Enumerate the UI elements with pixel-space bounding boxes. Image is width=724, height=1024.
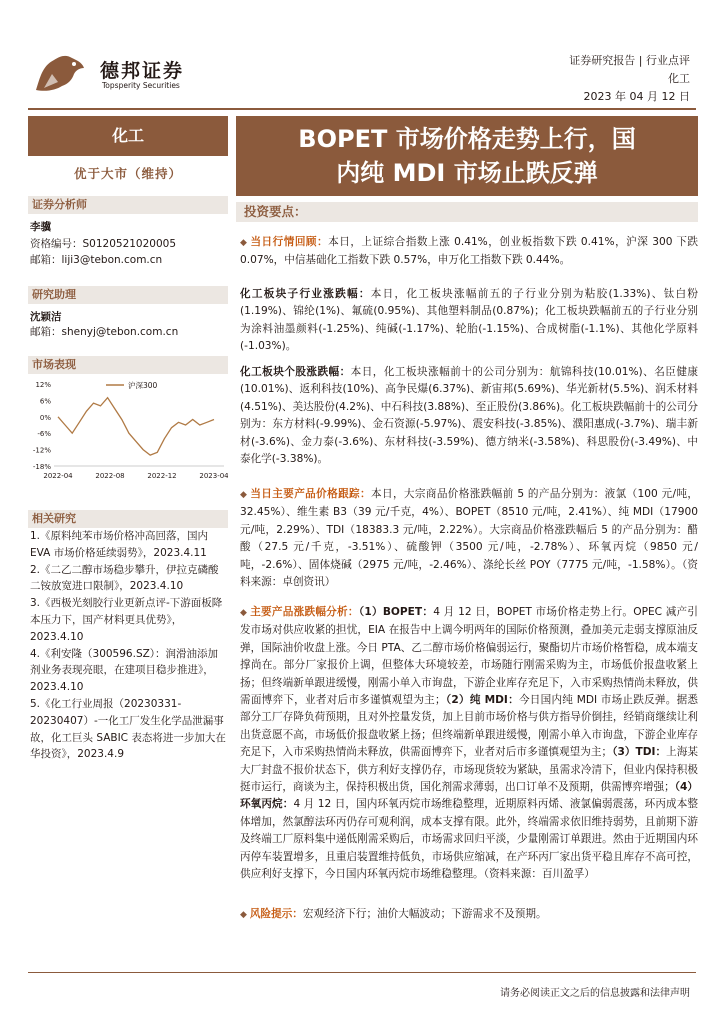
price-analysis xyxy=(240,604,698,884)
x-tick-label: 2022-12 xyxy=(147,472,177,480)
title-line-1: BOPET 市场价格走势上行，国 xyxy=(298,125,636,153)
header-divider xyxy=(28,108,696,110)
risk-warning xyxy=(240,906,698,924)
footer-divider xyxy=(28,972,696,973)
y-tick-label: -12% xyxy=(32,446,51,455)
related-item[interactable]: 4.《利安隆（300596.SZ）：润滑油添加剂业务表现亮眼，在建项目稳步推进》，2023.4.10 xyxy=(30,647,219,694)
para-text: 4 月 12 日，BOPET 市场价格走势上行。OPEC 减产引发市场对供应收紧的担忧，EIA 在报告中上调今明两年的国际价格预测，叠加美元走弱支撑原油反弹，国际油价收盘上涨。今日 PTA、乙二醇市场价格偏弱运行，聚酯切片市场价格暂稳，成本端支撑尚在。部分厂家报价上调，但整体大环境较差，市场随行刚需采购为主，市场低价报盘收紧上扬；但终端新单跟进缓慢，刚需小单入市询盘，下游企业库存充足下，入市采购热情尚未释放，供需面博弈下，业者对后市多谨慎观望为主； xyxy=(240,606,698,707)
bullet-icon: ◆ xyxy=(240,910,247,920)
assistant-heading: 研究助理 xyxy=(28,286,228,304)
para-text: 本日，化工板块涨幅前五的子行业分别为粘胶(1.33%)、钛白粉(1.19%)、锦纶(1%)、氟硫(0.95%)、其他塑料制品(0.87%)；化工板块跌幅前五的子行业分别为涂料油墨颜料(-1.25%)、纯碱(-1.17%)、轮胎(-1.15%)、合成树脂(-1.1%)、其他化学原料(-1.03%)。 xyxy=(240,288,699,353)
price-tracking xyxy=(240,486,698,591)
para-text: 今日国内纯 MDI 市场止跌反弹。据悉部分工厂存降负荷预期，且对外控量发货，加上目前市场价格与供方指导价倒挂，经销商继续让利出货意愿不高，市场低价报盘收紧上扬；但终端新单跟进缓慢，刚需小单入市询盘，下游企业库存充足下，入市采购热情尚未释放，供需面博弈下，业者对后市多谨慎观望为主； xyxy=(240,694,699,759)
market-heading: 市场表现 xyxy=(28,356,228,374)
related-item[interactable]: 2.《二乙二醇市场稳步攀升，伊拉克磷酸二铵放宽进口限制》，2023.4.10 xyxy=(30,563,219,593)
y-tick-label: 12% xyxy=(35,381,51,389)
report-date: 2023 年 04 月 12 日 xyxy=(583,90,690,103)
stock-moves xyxy=(240,364,698,468)
analyst-email[interactable]: 邮箱：liji3@tebon.com.cn xyxy=(30,254,163,266)
footer-disclaimer: 请务必阅读正文之后的信息披露和法律声明 xyxy=(500,988,690,999)
para-label: 主要产品涨跌幅分析： xyxy=(250,606,359,618)
market-chart-svg xyxy=(28,376,228,486)
y-tick-label: -18% xyxy=(32,463,51,471)
related-item[interactable]: 1.《原料纯苯市场价格冲高回落，国内 EVA 市场价格延续弱势》，2023.4.11 xyxy=(30,530,209,559)
bullet-icon: ◆ xyxy=(240,608,248,618)
analyst-cert: 资格编号：S0120521020005 xyxy=(30,238,177,250)
market-review xyxy=(240,234,698,270)
para-text: 本日，上证综合指数上涨 0.41%，创业板指数下跌 0.41%，沪深 300 下跌 0.07%，中信基础化工指数下跌 0.57%，申万化工指数下跌 0.44%。 xyxy=(240,236,699,267)
x-tick-label: 2023-04 xyxy=(199,472,228,480)
related-item[interactable]: 5.《化工行业周报（20230331-20230407）-一化工厂发生化学品泄漏事故，化工巨头 SABIC 表态将进一步加大在华投资》，2023.4.9 xyxy=(30,697,226,761)
key-points-heading: 投资要点： xyxy=(236,202,698,222)
para-label: 化工板块个股涨跌幅： xyxy=(240,366,351,378)
analyst-name: 李骥 xyxy=(30,221,51,233)
para-label: 化工板块子行业涨跌幅： xyxy=(240,288,371,300)
market-chart xyxy=(28,376,228,486)
y-tick-label: 6% xyxy=(39,397,51,406)
para-text: 4 月 12 日，国内环氧丙烷市场维稳整理，近期原料丙烯、液氯偏弱震荡，环丙成本整体增加，然氯醇法环丙仍存可观利润，成本支撑有限。此外，终端需求依旧维持弱势，且前期下游及终端工厂原料集中递低刚需采购后，市场需求回归平淡，少量刚需订单跟进。然由于近期国内环丙停车装置增多，且重启装置维持低负，市场供应缩减，在产环丙厂家出货平稳且库存不高可控，供应利好支撑下，今日国内环氧丙烷市场维稳整理。（资料来源：百川盈孚） xyxy=(240,798,698,881)
bullet-icon: ◆ xyxy=(240,238,248,248)
related-heading: 相关研究 xyxy=(28,510,228,528)
para-text: 宏观经济下行；油价大幅波动；下游需求不及预期。 xyxy=(302,908,547,920)
x-tick-label: 2022-04 xyxy=(43,472,73,480)
product-label: （2）纯 MDI： xyxy=(445,694,519,707)
report-title xyxy=(236,116,698,196)
header-sector: 化工 xyxy=(668,72,690,85)
related-item[interactable]: 3.《西极光刻胶行业更新点评-下游面板降本压力下，国产材料更具优势》，2023.4.10 xyxy=(30,597,223,643)
assistant-name: 沈颖洁 xyxy=(30,311,62,323)
para-label: 风险提示： xyxy=(249,908,303,920)
sector-box: 化工 xyxy=(28,116,228,156)
bullet-icon: ◆ xyxy=(240,490,248,500)
assistant-email[interactable]: 邮箱：shenyj@tebon.com.cn xyxy=(30,326,179,338)
para-text: 上海某大厂封盘不报价状态下，供方利好支撑仍存，市场现货较为紧缺，虽需求冷清下，但业内保持积极挺市运行，商谈为主，保持积极出货，国化剂需求薄弱，出口订单不及预期，供需博弈增强； xyxy=(240,746,698,794)
subsector-moves xyxy=(240,286,698,356)
series-line-hs300 xyxy=(58,398,214,455)
product-label: （3）TDI： xyxy=(612,746,667,759)
para-label: 当日行情回顾： xyxy=(250,236,329,248)
rating: 优于大市（维持） xyxy=(73,166,182,181)
related-list xyxy=(30,528,226,763)
legend-label: 沪深300 xyxy=(128,381,158,390)
analyst-heading: 证券分析师 xyxy=(28,196,228,214)
report-type: 证券研究报告 | 行业点评 xyxy=(569,54,690,67)
brand-name-cn: 德邦证券 xyxy=(100,60,185,82)
product-label: （4）环氧丙烷： xyxy=(240,781,699,811)
y-tick-label: 0% xyxy=(39,413,51,422)
brand-name-en: Topsperity Securities xyxy=(102,81,180,90)
para-label: 当日主要产品价格跟踪： xyxy=(250,488,371,500)
title-line-2: 内纯 MDI 市场止跌反弹 xyxy=(336,159,598,187)
x-tick-label: 2022-08 xyxy=(95,472,125,480)
brand-logo xyxy=(32,50,192,100)
product-label: （1）BOPET： xyxy=(358,606,434,618)
para-text: 本日，大宗商品价格涨跌幅前 5 的产品分别为：液氯（100 元/吨，32.45%）、维生素 B3（39 元/千克，4%）、BOPET（8510 元/吨，2.41%）、纯 MDI（17900 元/吨，2.29%）、TDI（18383.3 元/吨，2.22%）。大宗商品价格涨跌幅后 5 的产品分别为：醋酸（27.5 元/千克，-3.51%）、硫酸钾（3500 元/吨，-2.78%）、环氧丙烷（9850 元/吨，-2.6%）、固体烧碱（2975 元/吨，-2.46%）、涤纶长丝 POY（7775 元/吨，-1.58%）。（资料来源：卓创资讯） xyxy=(240,488,699,589)
para-text: 本日，化工板块涨幅前十的公司分别为：航锦科技(10.01%)、名臣健康(10.01%)、返利科技(10%)、高争民爆(6.37%)、新宙邦(5.69%)、华光新材(5.5%)、润禾材料(4.51%)、美达股份(4.2%)、中石科技(3.88%)、至正股份(3.86%)。化工板块跌幅前十的公司分别为：东方材料(-9.99%)、金石资源(-5.97%)、震安科技(-3.85%)、濮阳惠成(-3.7%)、瑞丰新材(-3.6%)、金力泰(-3.6%)、东材科技(-3.59%)、德方纳米(-3.58%)、科思股份(-3.49%)、中泰化学(-3.38%)。 xyxy=(240,366,698,466)
y-tick-label: -6% xyxy=(37,430,51,439)
logo-mark-icon xyxy=(32,50,88,96)
